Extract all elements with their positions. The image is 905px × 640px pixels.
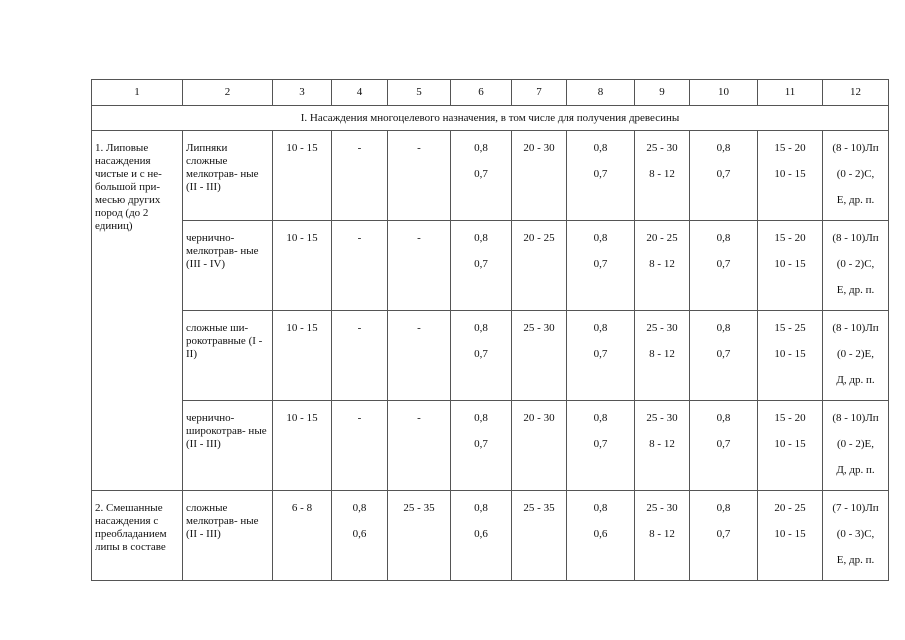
cell-value: - xyxy=(417,232,421,244)
value-cell-5 xyxy=(388,491,451,581)
cell-value: - xyxy=(417,412,421,424)
cell-value: - xyxy=(357,142,362,154)
cell-value: 0,8 xyxy=(474,412,488,424)
value-cell-10 xyxy=(690,221,758,311)
cell-value: 10 - 15 xyxy=(286,232,318,244)
table-row xyxy=(92,491,889,581)
value-cell-5 xyxy=(388,311,451,401)
value-cell-8 xyxy=(567,311,635,401)
value-cell-11 xyxy=(758,131,823,221)
value-cell-7 xyxy=(512,311,567,401)
cell-value: 0,8 xyxy=(593,322,608,334)
cell-value: 0,8 xyxy=(593,412,608,424)
section-title: I. Насаждения многоцелевого назначения, в том числе для получения древесины xyxy=(92,106,889,131)
value-cell-6 xyxy=(451,311,512,401)
table-row xyxy=(92,221,889,311)
cell-value: 0,7 xyxy=(593,258,608,270)
forest-type-cell: сложные мелкотрав- ные (II - III) xyxy=(183,491,273,581)
cell-value: (8 - 10)Лп xyxy=(832,322,879,334)
value-cell-8 xyxy=(567,491,635,581)
cell-value: 20 - 30 xyxy=(523,142,555,154)
forest-type-cell: сложные ши- рокотравные (I - II) xyxy=(183,311,273,401)
cell-value: Е, др. п. xyxy=(836,194,875,206)
cell-value: 10 - 15 xyxy=(286,412,318,424)
column-header-5: 5 xyxy=(388,80,451,106)
cell-value: (0 - 2)С, xyxy=(836,168,875,180)
cell-value: 0,7 xyxy=(593,438,608,450)
cell-value: 8 - 12 xyxy=(649,528,675,540)
cell-value: - xyxy=(417,142,421,154)
cell-value: 20 - 25 xyxy=(774,502,806,514)
cell-value: 0,7 xyxy=(716,438,731,450)
column-header-4: 4 xyxy=(332,80,388,106)
value-cell-3 xyxy=(273,491,332,581)
cell-value: 0,7 xyxy=(474,258,488,270)
value-cell-9 xyxy=(635,221,690,311)
cell-value: 0,6 xyxy=(474,528,488,540)
value-cell-9 xyxy=(635,401,690,491)
value-cell-3 xyxy=(273,311,332,401)
cell-value: Е, др. п. xyxy=(836,554,875,566)
cell-value: 10 - 15 xyxy=(774,438,806,450)
cell-value: 0,7 xyxy=(716,348,731,360)
column-header-11: 11 xyxy=(758,80,823,106)
regulation-table-page xyxy=(91,79,889,581)
cell-value: - xyxy=(357,322,362,334)
column-header-9: 9 xyxy=(635,80,690,106)
cell-value: 0,8 xyxy=(593,232,608,244)
table-row xyxy=(92,131,889,221)
cell-value: 0,7 xyxy=(593,348,608,360)
value-cell-6 xyxy=(451,401,512,491)
cell-value: 0,8 xyxy=(716,322,731,334)
table-row xyxy=(92,311,889,401)
cell-value: Д, др. п. xyxy=(836,374,875,386)
column-header-3: 3 xyxy=(273,80,332,106)
value-cell-7 xyxy=(512,491,567,581)
section-title-row xyxy=(92,106,889,131)
cell-value: 0,8 xyxy=(474,232,488,244)
column-header-8: 8 xyxy=(567,80,635,106)
cell-value: 0,7 xyxy=(593,168,608,180)
cell-value: 0,8 xyxy=(716,502,731,514)
cell-value: (8 - 10)Лп xyxy=(832,232,879,244)
cell-value: 0,8 xyxy=(352,502,367,514)
cell-value: 20 - 30 xyxy=(523,412,555,424)
value-cell-8 xyxy=(567,221,635,311)
value-cell-9 xyxy=(635,491,690,581)
cell-value: (8 - 10)Лп xyxy=(832,412,879,424)
value-cell-8 xyxy=(567,401,635,491)
cell-value: 25 - 30 xyxy=(646,322,678,334)
cell-value: - xyxy=(357,232,362,244)
stand-group-name: 1. Липовые насаждения чистые и с не- большой при- месью других пород (до 2 единиц) xyxy=(92,131,183,491)
cell-value: (0 - 3)С, xyxy=(836,528,875,540)
cell-value: 6 - 8 xyxy=(291,502,313,514)
cell-value: 0,8 xyxy=(716,142,731,154)
cell-value: (8 - 10)Лп xyxy=(832,142,879,154)
cell-value: Д, др. п. xyxy=(836,464,875,476)
value-cell-3 xyxy=(273,401,332,491)
forest-type-cell: чернично- широкотрав- ные (II - III) xyxy=(183,401,273,491)
cell-value: 0,8 xyxy=(474,142,488,154)
column-number-row xyxy=(92,80,889,106)
cell-value: 25 - 30 xyxy=(523,322,555,334)
cell-value: 25 - 30 xyxy=(646,502,678,514)
cell-value: (0 - 2)Е, xyxy=(837,348,874,360)
cell-value: 10 - 15 xyxy=(774,348,806,360)
forest-stand-table xyxy=(91,79,889,581)
column-header-1: 1 xyxy=(92,80,183,106)
value-cell-12 xyxy=(823,401,889,491)
table-row xyxy=(92,401,889,491)
cell-value: 10 - 15 xyxy=(774,528,806,540)
cell-value: 8 - 12 xyxy=(649,348,675,360)
value-cell-3 xyxy=(273,131,332,221)
cell-value: 20 - 25 xyxy=(523,232,555,244)
value-cell-12 xyxy=(823,311,889,401)
value-cell-4 xyxy=(332,221,388,311)
value-cell-7 xyxy=(512,221,567,311)
forest-type-cell: Липняки сложные мелкотрав- ные (II - III) xyxy=(183,131,273,221)
cell-value: Е, др. п. xyxy=(836,284,875,296)
column-header-10: 10 xyxy=(690,80,758,106)
value-cell-6 xyxy=(451,491,512,581)
value-cell-11 xyxy=(758,221,823,311)
value-cell-12 xyxy=(823,131,889,221)
cell-value: 0,8 xyxy=(716,412,731,424)
cell-value: 10 - 15 xyxy=(286,322,318,334)
cell-value: 25 - 30 xyxy=(646,142,678,154)
value-cell-10 xyxy=(690,401,758,491)
cell-value: 0,7 xyxy=(474,348,488,360)
cell-value: 15 - 20 xyxy=(774,232,806,244)
value-cell-8 xyxy=(567,131,635,221)
stand-group-name: 2. Смешанные насаждения с преобладанием липы в составе xyxy=(92,491,183,581)
value-cell-10 xyxy=(690,131,758,221)
cell-value: 0,8 xyxy=(593,502,608,514)
value-cell-9 xyxy=(635,311,690,401)
value-cell-12 xyxy=(823,491,889,581)
cell-value: - xyxy=(357,412,362,424)
cell-value: (0 - 2)Е, xyxy=(837,438,874,450)
cell-value: 0,7 xyxy=(474,438,488,450)
cell-value: 0,8 xyxy=(474,502,488,514)
cell-value: - xyxy=(417,322,421,334)
cell-value: 8 - 12 xyxy=(649,168,675,180)
cell-value: 25 - 35 xyxy=(403,502,435,514)
cell-value: 8 - 12 xyxy=(649,258,675,270)
cell-value: 0,6 xyxy=(352,528,367,540)
value-cell-6 xyxy=(451,221,512,311)
column-header-12: 12 xyxy=(823,80,889,106)
cell-value: 0,8 xyxy=(593,142,608,154)
value-cell-10 xyxy=(690,311,758,401)
value-cell-11 xyxy=(758,491,823,581)
cell-value: 0,8 xyxy=(474,322,488,334)
value-cell-5 xyxy=(388,131,451,221)
value-cell-4 xyxy=(332,491,388,581)
forest-type-cell: чернично- мелкотрав- ные (III - IV) xyxy=(183,221,273,311)
cell-value: 0,7 xyxy=(716,528,731,540)
value-cell-12 xyxy=(823,221,889,311)
value-cell-3 xyxy=(273,221,332,311)
value-cell-5 xyxy=(388,401,451,491)
value-cell-7 xyxy=(512,401,567,491)
value-cell-10 xyxy=(690,491,758,581)
value-cell-4 xyxy=(332,401,388,491)
value-cell-4 xyxy=(332,131,388,221)
value-cell-7 xyxy=(512,131,567,221)
cell-value: 25 - 30 xyxy=(646,412,678,424)
cell-value: 10 - 15 xyxy=(774,258,806,270)
cell-value: 15 - 20 xyxy=(774,412,806,424)
value-cell-9 xyxy=(635,131,690,221)
cell-value: 0,7 xyxy=(474,168,488,180)
value-cell-11 xyxy=(758,311,823,401)
cell-value: 0,8 xyxy=(716,232,731,244)
cell-value: 8 - 12 xyxy=(649,438,675,450)
column-header-6: 6 xyxy=(451,80,512,106)
value-cell-11 xyxy=(758,401,823,491)
cell-value: 15 - 20 xyxy=(774,142,806,154)
cell-value: 10 - 15 xyxy=(774,168,806,180)
cell-value: 0,6 xyxy=(593,528,608,540)
cell-value: 0,7 xyxy=(716,168,731,180)
cell-value: (0 - 2)С, xyxy=(836,258,875,270)
value-cell-5 xyxy=(388,221,451,311)
column-header-2: 2 xyxy=(183,80,273,106)
value-cell-6 xyxy=(451,131,512,221)
cell-value: 10 - 15 xyxy=(286,142,318,154)
value-cell-4 xyxy=(332,311,388,401)
cell-value: 20 - 25 xyxy=(646,232,678,244)
cell-value: (7 - 10)Лп xyxy=(832,502,879,514)
column-header-7: 7 xyxy=(512,80,567,106)
cell-value: 0,7 xyxy=(716,258,731,270)
cell-value: 15 - 25 xyxy=(774,322,806,334)
cell-value: 25 - 35 xyxy=(523,502,555,514)
